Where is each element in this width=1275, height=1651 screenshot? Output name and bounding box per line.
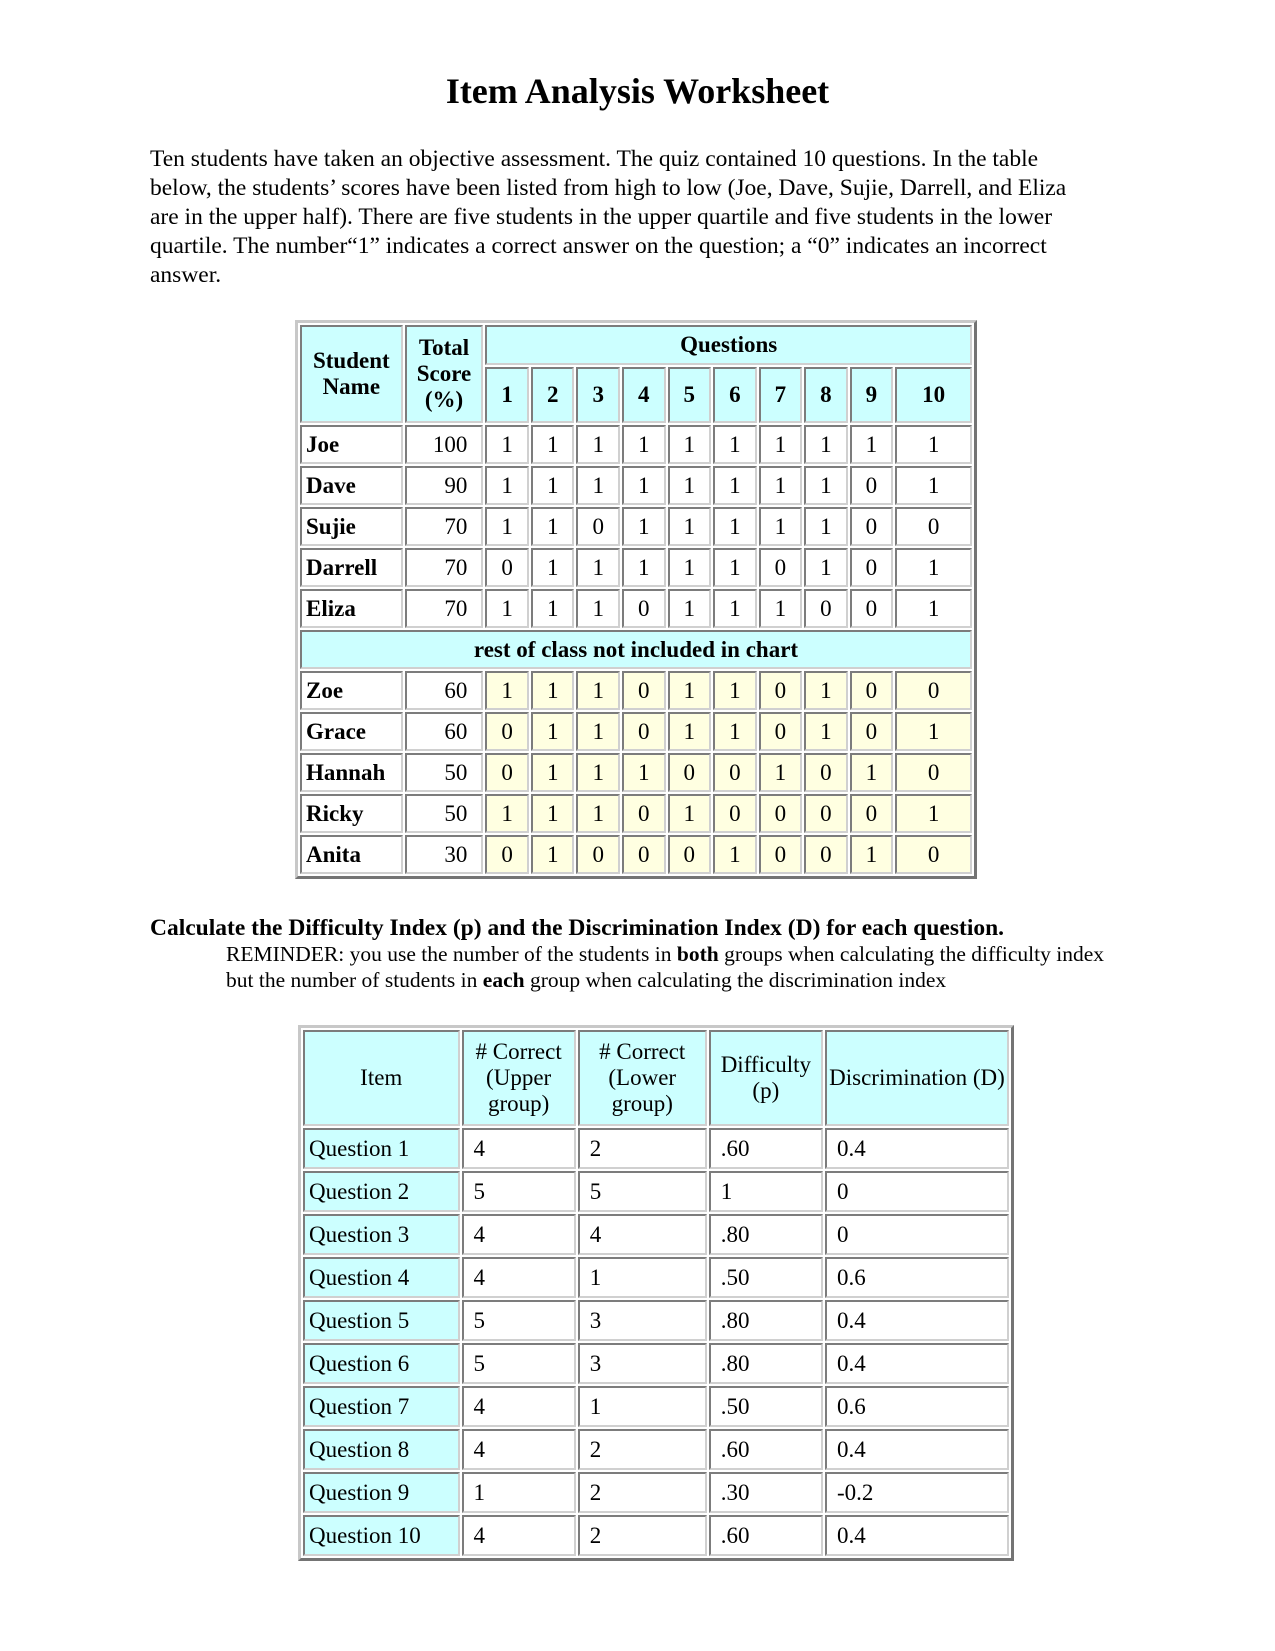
separator-row [300,630,972,669]
item-label: Question 8 [303,1429,460,1470]
answer-cell: 1 [759,425,803,464]
header-difficulty: Difficulty (p) [709,1030,823,1126]
answer-cell: 1 [485,671,529,710]
correct-lower-value: 5 [578,1171,707,1212]
correct-lower-value: 2 [578,1472,707,1513]
answer-cell: 1 [485,425,529,464]
answer-cell: 1 [531,835,575,874]
difficulty-value: .60 [709,1429,823,1470]
answer-cell: 1 [713,589,757,628]
student-row [300,753,972,792]
student-name: Sujie [300,507,403,546]
answer-cell: 1 [804,548,848,587]
student-row [300,466,972,505]
correct-lower-value: 1 [578,1386,707,1427]
answer-cell: 0 [622,835,666,874]
correct-upper-value: 4 [462,1128,576,1169]
difficulty-value: .80 [709,1343,823,1384]
item-label: Question 1 [303,1128,460,1169]
correct-lower-value: 2 [578,1429,707,1470]
analysis-row [303,1214,1009,1255]
answer-cell: 1 [895,712,972,751]
analysis-row [303,1429,1009,1470]
correct-upper-value: 5 [462,1171,576,1212]
question-number: 7 [759,367,803,423]
question-number: 4 [622,367,666,423]
answer-cell: 1 [713,835,757,874]
difficulty-value: .50 [709,1257,823,1298]
question-number: 6 [713,367,757,423]
answer-cell: 1 [759,589,803,628]
student-row [300,671,972,710]
student-name: Zoe [300,671,403,710]
answer-cell: 1 [713,425,757,464]
score-header-row [300,325,972,365]
total-score: 70 [405,589,484,628]
header-item: Item [303,1030,460,1126]
answer-cell: 0 [850,466,894,505]
answer-cell: 0 [622,589,666,628]
question-number: 2 [531,367,575,423]
student-name: Hannah [300,753,403,792]
header-total-score: Total Score (%) [405,325,484,423]
header-discrimination: Discrimination (D) [825,1030,1009,1126]
discrimination-value: -0.2 [825,1472,1009,1513]
correct-upper-value: 4 [462,1214,576,1255]
answer-cell: 0 [485,753,529,792]
answer-cell: 0 [850,548,894,587]
answer-cell: 1 [531,548,575,587]
item-label: Question 4 [303,1257,460,1298]
answer-cell: 1 [668,589,712,628]
reminder-text-1: REMINDER: you use the number of the students in [226,942,677,966]
answer-cell: 1 [576,548,620,587]
total-score: 30 [405,835,484,874]
answer-cell: 0 [804,835,848,874]
student-name: Grace [300,712,403,751]
item-label: Question 3 [303,1214,460,1255]
discrimination-value: 0.4 [825,1515,1009,1556]
answer-cell: 0 [895,753,972,792]
difficulty-value: .80 [709,1214,823,1255]
reminder-bold-both: both [676,942,719,966]
answer-cell: 0 [804,589,848,628]
separator-label: rest of class not included in chart [300,630,972,669]
reminder-text-3: group when calculating the discrimination index [524,967,947,992]
answer-cell: 1 [759,466,803,505]
analysis-row [303,1343,1009,1384]
student-name: Ricky [300,794,403,833]
answer-cell: 0 [668,753,712,792]
header-correct-lower: # Correct (Lower group) [578,1030,707,1126]
student-name: Joe [300,425,403,464]
discrimination-value: 0.4 [825,1429,1009,1470]
correct-lower-value: 4 [578,1214,707,1255]
discrimination-value: 0.4 [825,1128,1009,1169]
answer-cell: 0 [850,671,894,710]
difficulty-value: .30 [709,1472,823,1513]
answer-cell: 1 [713,548,757,587]
answer-cell: 1 [804,671,848,710]
answer-cell: 1 [895,794,972,833]
reminder-note [226,942,1126,993]
answer-cell: 1 [668,466,712,505]
answer-cell: 0 [804,794,848,833]
answer-cell: 1 [668,794,712,833]
answer-cell: 1 [531,753,575,792]
answer-cell: 0 [576,507,620,546]
answer-cell: 0 [485,835,529,874]
analysis-row [303,1128,1009,1169]
analysis-row [303,1472,1009,1513]
answer-cell: 0 [895,507,972,546]
answer-cell: 0 [713,794,757,833]
answer-cell: 1 [576,671,620,710]
answer-cell: 1 [895,548,972,587]
total-score: 50 [405,794,484,833]
question-number: 10 [895,367,972,423]
answer-cell: 1 [804,425,848,464]
answer-cell: 1 [895,466,972,505]
answer-cell: 0 [622,712,666,751]
analysis-row [303,1257,1009,1298]
item-label: Question 7 [303,1386,460,1427]
analysis-row [303,1515,1009,1556]
answer-cell: 1 [485,507,529,546]
answer-cell: 1 [576,712,620,751]
answer-cell: 1 [850,425,894,464]
answer-cell: 1 [759,507,803,546]
analysis-header-row [303,1030,1009,1126]
item-label: Question 5 [303,1300,460,1341]
answer-cell: 0 [713,753,757,792]
correct-upper-value: 4 [462,1257,576,1298]
calc-heading: Calculate the Difficulty Index (p) and the Discrimination Index (D) for each question. [150,915,1005,941]
answer-cell: 0 [850,589,894,628]
total-score: 60 [405,671,484,710]
correct-upper-value: 4 [462,1386,576,1427]
student-row [300,712,972,751]
answer-cell: 0 [485,712,529,751]
discrimination-value: 0 [825,1171,1009,1212]
answer-cell: 1 [668,548,712,587]
reminder-bold-each: each [482,967,525,992]
answer-cell: 1 [576,753,620,792]
correct-lower-value: 2 [578,1128,707,1169]
answer-cell: 0 [576,835,620,874]
answer-cell: 1 [622,466,666,505]
student-row [300,548,972,587]
item-label: Question 9 [303,1472,460,1513]
answer-cell: 1 [668,712,712,751]
answer-cell: 0 [850,507,894,546]
answer-cell: 1 [804,466,848,505]
answer-cell: 1 [668,507,712,546]
answer-cell: 0 [668,835,712,874]
answer-cell: 1 [576,466,620,505]
discrimination-value: 0.6 [825,1257,1009,1298]
answer-cell: 1 [485,794,529,833]
answer-cell: 1 [804,507,848,546]
answer-cell: 1 [622,425,666,464]
answer-cell: 1 [713,671,757,710]
answer-cell: 0 [622,671,666,710]
header-questions: Questions [485,325,972,365]
answer-cell: 1 [713,507,757,546]
answer-cell: 0 [759,548,803,587]
correct-lower-value: 3 [578,1343,707,1384]
answer-cell: 1 [531,671,575,710]
difficulty-value: .60 [709,1128,823,1169]
student-name: Dave [300,466,403,505]
correct-lower-value: 3 [578,1300,707,1341]
total-score: 70 [405,548,484,587]
answer-cell: 1 [576,794,620,833]
item-label: Question 6 [303,1343,460,1384]
discrimination-value: 0.4 [825,1300,1009,1341]
correct-upper-value: 4 [462,1515,576,1556]
answer-cell: 0 [804,753,848,792]
answer-cell: 0 [850,712,894,751]
reminder-text-2: groups when calculating the difficulty index but the number of students in [226,942,1104,992]
total-score: 90 [405,466,484,505]
answer-cell: 1 [531,507,575,546]
question-number: 8 [804,367,848,423]
correct-upper-value: 4 [462,1429,576,1470]
correct-upper-value: 1 [462,1472,576,1513]
discrimination-value: 0.4 [825,1343,1009,1384]
student-name: Eliza [300,589,403,628]
answer-cell: 1 [531,425,575,464]
student-row [300,794,972,833]
answer-cell: 1 [668,671,712,710]
student-row [300,835,972,874]
answer-cell: 1 [713,466,757,505]
student-name: Darrell [300,548,403,587]
answer-cell: 0 [895,835,972,874]
student-row [300,589,972,628]
analysis-row [303,1171,1009,1212]
total-score: 60 [405,712,484,751]
correct-lower-value: 2 [578,1515,707,1556]
question-number: 1 [485,367,529,423]
discrimination-value: 0 [825,1214,1009,1255]
answer-cell: 1 [485,589,529,628]
discrimination-value: 0.6 [825,1386,1009,1427]
total-score: 50 [405,753,484,792]
answer-cell: 1 [713,712,757,751]
student-row [300,507,972,546]
answer-cell: 1 [576,589,620,628]
answer-cell: 1 [531,712,575,751]
intro-paragraph: Ten students have taken an objective assessment. The quiz contained 10 questions. In the table below, the students’ scores have been listed from high to low (Joe, Dave, Sujie, Darrell, and Eliza are in the upper half). There are five students in the upper quartile and five students in the lower quartile. The number“1” indicates a correct answer on the question; a “0” indicates an incorrect answer. [150,146,1067,288]
answer-cell: 0 [759,712,803,751]
student-row [300,425,972,464]
answer-cell: 0 [895,671,972,710]
difficulty-value: .80 [709,1300,823,1341]
answer-cell: 1 [850,753,894,792]
correct-upper-value: 5 [462,1300,576,1341]
analysis-row [303,1386,1009,1427]
answer-cell: 1 [485,466,529,505]
total-score: 70 [405,507,484,546]
correct-upper-value: 5 [462,1343,576,1384]
answer-cell: 1 [622,548,666,587]
item-label: Question 2 [303,1171,460,1212]
answer-cell: 1 [622,507,666,546]
student-name: Anita [300,835,403,874]
answer-cell: 1 [804,712,848,751]
question-number: 3 [576,367,620,423]
analysis-table [298,1025,1014,1561]
answer-cell: 0 [485,548,529,587]
answer-cell: 1 [668,425,712,464]
answer-cell: 0 [759,671,803,710]
correct-lower-value: 1 [578,1257,707,1298]
answer-cell: 0 [759,835,803,874]
answer-cell: 0 [850,794,894,833]
answer-cell: 1 [759,753,803,792]
difficulty-value: .50 [709,1386,823,1427]
answer-cell: 0 [622,794,666,833]
header-student-name: Student Name [300,325,403,423]
difficulty-value: 1 [709,1171,823,1212]
answer-cell: 1 [850,835,894,874]
answer-cell: 1 [895,589,972,628]
item-label: Question 10 [303,1515,460,1556]
answer-cell: 1 [531,589,575,628]
answer-cell: 0 [759,794,803,833]
page-title: Item Analysis Worksheet [445,71,830,111]
answer-cell: 1 [576,425,620,464]
header-correct-upper: # Correct (Upper group) [462,1030,576,1126]
score-table [295,320,977,879]
analysis-row [303,1300,1009,1341]
question-number: 9 [850,367,894,423]
total-score: 100 [405,425,484,464]
question-number: 5 [668,367,712,423]
answer-cell: 1 [622,753,666,792]
answer-cell: 1 [895,425,972,464]
difficulty-value: .60 [709,1515,823,1556]
answer-cell: 1 [531,466,575,505]
answer-cell: 1 [531,794,575,833]
